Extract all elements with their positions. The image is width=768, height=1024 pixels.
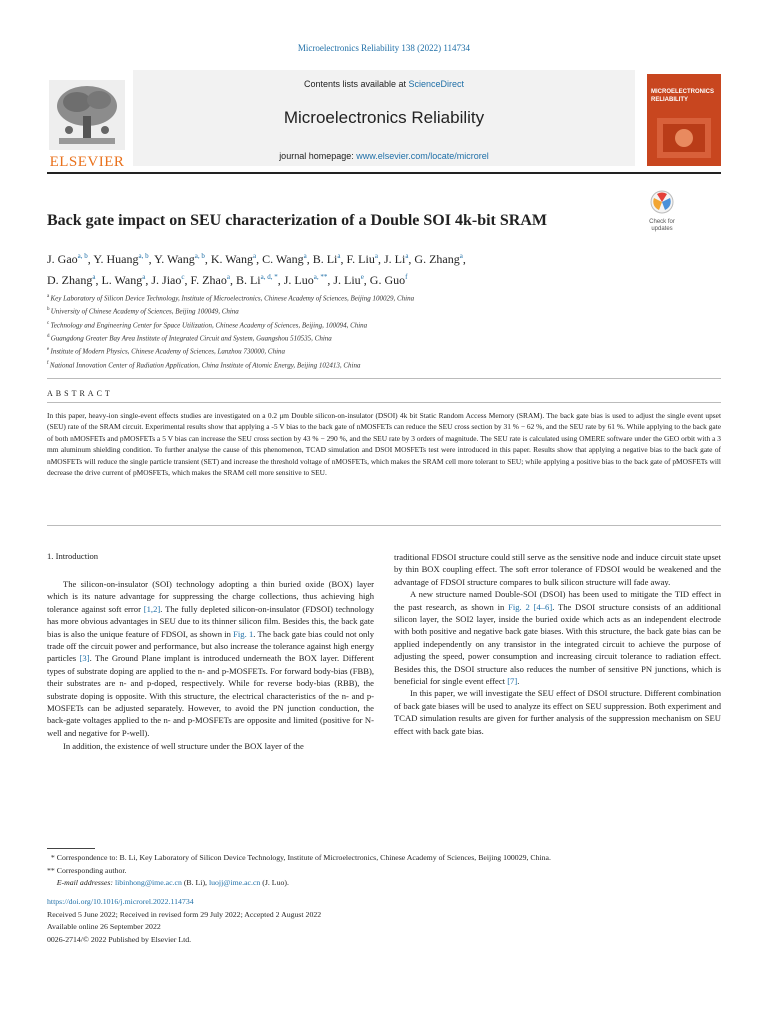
check-updates-icon [650, 190, 674, 214]
author[interactable]: F. Zhao$^a$ [190, 273, 230, 287]
author-line-1: J. Gao$^{a, b}$, Y. Huang$^{a, b}$, Y. Wang$^{a, b}$, K. Wang$^a$, C. Wang$^a$, B. Li$^a$, F. Liu$^a$, J. Li$^a$, G. Zhang$^a$, [47, 252, 466, 266]
email-link[interactable]: libinhong@ime.ac.cn [114, 878, 182, 888]
abstract-heading: ABSTRACT [47, 389, 113, 398]
journal-header-box [133, 70, 635, 166]
sciencedirect-link[interactable]: ScienceDirect [408, 79, 465, 89]
author[interactable]: B. Li$^a$ [312, 252, 341, 266]
author-affiliation-marker[interactable]: a [337, 252, 341, 260]
affiliations [47, 291, 721, 371]
doi-link[interactable]: https://doi.org/10.1016/j.microrel.2022.114734 [47, 897, 194, 906]
author[interactable]: L. Wang$^a$ [101, 273, 146, 287]
ref-link[interactable]: [3] [79, 653, 90, 664]
affiliation: $^a$ Key Laboratory of Silicon Device Technology, Institute of Microelectronics, Chinese Academy of Sciences, Beijing 100029, China [47, 294, 415, 303]
author[interactable]: J. Li$^a$ [383, 252, 409, 266]
author[interactable]: J. Liu$^e$ [333, 273, 364, 287]
check-updates-label: Check for updates [649, 219, 675, 232]
check-for-updates-badge[interactable] [645, 190, 679, 230]
abstract-heading-rule [47, 402, 721, 403]
author-affiliation-marker[interactable]: a [459, 252, 463, 260]
author[interactable]: C. Wang$^a$ [262, 252, 307, 266]
footnote-corresponding-author: ** Corresponding author. [47, 865, 127, 875]
affiliation: $^d$ Guangdong Greater Bay Area Institute of Integrated Circuit and System, Guangshou 510535, China [47, 333, 332, 343]
intro-paragraph-2-cont: traditional FDSOI structure could still serve as the sensitive node and induce circuit state upset by thin BOX coupling effect. The soft error tolerance of FDSOI would be weakened and the advantage of FDSOI structure compares to bulk silicon structure will fade away. [394, 552, 721, 587]
received-dates: Received 5 June 2022; Received in revised form 29 July 2022; Accepted 2 August 2022 [47, 909, 322, 919]
author-affiliation-marker[interactable]: e [360, 273, 364, 281]
affiliation: $^f$ National Innovation Center of Radiation Application, China Institute of Atomic Energy, Beijing 102413, China [47, 360, 361, 369]
homepage-link[interactable]: www.elsevier.com/locate/microrel [356, 151, 489, 161]
ref-link[interactable]: [1,2] [143, 603, 161, 614]
author-affiliation-marker[interactable]: a, b [194, 252, 205, 260]
footnote-correspondence: * Correspondence to: B. Li, Key Laboratory of Silicon Device Technology, Institute of Microelectronics, Chinese Academy of Sciences, Beijing 100029, China. [47, 853, 551, 862]
author-affiliation-marker[interactable]: a [252, 252, 257, 260]
right-column [394, 551, 721, 737]
journal-reference[interactable]: Microelectronics Reliability 138 (2022) 114734 [297, 43, 471, 53]
paper-title: Back gate impact on SEU characterization of a Double SOI 4k-bit SRAM [47, 212, 547, 229]
section-heading-introduction: 1. Introduction [47, 551, 99, 561]
figure-link[interactable]: Fig. 2 [508, 601, 530, 612]
author-affiliation-marker[interactable]: a, d, * [260, 273, 278, 281]
author-affiliation-marker[interactable]: f [405, 273, 408, 281]
author-affiliation-marker[interactable]: a [405, 252, 409, 260]
affiliation: $^e$ Institute of Modern Physics, Chinese Academy of Sciences, Lanzhou 730000, China [47, 347, 286, 356]
author[interactable]: Y. Huang$^{a, b}$ [93, 252, 149, 266]
author-affiliation-marker[interactable]: a, b [138, 252, 149, 260]
intro-paragraph-1: The silicon-on-insulator (SOI) technology adopting a thin buried oxide (BOX) layer which is its nature advantage for suppressing the charge collections, thus achieving high tolerance against soft error [1,2]. The fully depleted silicon-on-insulator (FDSOI) technology has more obvious advantages in SEU due to its thinner silicon film. Besides this, the back gate bias is also the unique feature of FDSOI, as shown in Fig. 1. The back gate bias could not only trade off the circuit power and performance, but also increase the tolerance against high energy particles [3]. The Ground Plane implant is introduced underneath the BOX layer. Different types of substrate doping are applied to the n- and p-MOSFETs. For forward body-bias (FBB), their substrates are n- and p-doped, respectively. While for reverse body-bias (RBB), the substrate doping is opposite. With this structure, the electrical characteristics of the n- and p-MOSFETs can be adjusted separately. However, to avoid the PN junction conduction, the back-gate voltages applied to the n- and p-MOSFETs are opposite and limited (positive for N-well and negative for P-well). [47, 579, 375, 738]
author[interactable]: G. Guo$^f$ [369, 273, 408, 287]
author-affiliation-marker[interactable]: c [181, 273, 185, 281]
article-info [47, 896, 721, 946]
author[interactable]: G. Zhang$^a$ [414, 252, 463, 266]
ref-link[interactable]: [4–6] [533, 601, 553, 612]
author[interactable]: J. Jiao$^c$ [151, 273, 185, 287]
author-affiliation-marker[interactable]: a, b [77, 252, 88, 260]
author[interactable]: B. $Li^{a, d, *}$ [235, 273, 278, 287]
contents-line: Contents lists available at ScienceDirect [303, 79, 465, 89]
journal-title: Microelectronics Reliability [283, 108, 485, 127]
email-link[interactable]: luojj@ime.ac.cn [208, 878, 261, 888]
abstract-text: In this paper, heavy-ion single-event effects studies are investigated on a 0.2 μm Double silicon-on-insulator (DSOI) 4k bit Static Random Access Memory (SRAM). The back gate bias is used to adjust the single event upset (SEU) rate of the SRAM circuit. Experimental results show that applying a -5 V bias to the back gate of nMOSFETs can reduce the SEU cross section by 31 % − 62 %, and the SEU rate by 61 %. While applying to the back gate of both nMOSFETs and pMOSFETs a 5 V bias can increase the SEU cross section by 43 % − 290 %, and the SEU rate by 3 orders of magnitude. The SEU rate is calculated using OMERE software under the GEO orbit with a 3 mm aluminum shielding condition. To further analyse the cause of this phenomenon, TCAD simulation and DSOI MOSFETs test were introduced in this paper. Results show that applying a negative bias to the back gate of nMOSFETs will reduce the single particle transient (SET) and increase the threshold voltage of nMOSFETs, which makes the SRAM cell more tolerant to SEU; while applying a positive bias to the back gate of pMOSFETs will decrease the drive current of pMOSFETs, which makes the SRAM cell more sensitive to SEU. [47, 411, 721, 478]
author-list [47, 247, 647, 289]
cover-title: MICROELECTRONICS RELIABILITY [651, 89, 714, 103]
author[interactable]: F. Liu$^a$ [346, 252, 378, 266]
available-online: Available online 26 September 2022 [47, 922, 161, 932]
affiliation: $^b$ University of Chinese Academy of Sciences, Beijing 100049, China [47, 307, 239, 316]
affiliation: $^c$ Technology and Engineering Center for Space Utilization, Chinese Academy of Sciences, Beijing, 100094, China [47, 320, 368, 329]
author-line-2: D. Zhang$^a$, L. Wang$^a$, J. Jiao$^c$, F. Zhao$^a$, B. $Li^{a, d, *}$, J. Luo$^{a, **}$, J. Liu$^e$, G. Guo$^f$ [47, 273, 408, 287]
footnotes [47, 852, 721, 890]
footnote-emails: E-mail addresses: libinhong@ime.ac.cn (B. Li), luojj@ime.ac.cn (J. Luo). [56, 878, 289, 888]
intro-paragraph-4: In this paper, we will investigate the SEU effect of DSOI structure. Different combination of back gate biases will be used to analyze its effect on SEU suppression. Both experiment and TCAD simulation results are given for further analysis of the suppression mechanism on SEU effect with back gate bias. [394, 688, 721, 736]
footnote-rule [47, 848, 95, 849]
masthead [47, 70, 721, 170]
publisher-name: ELSEVIER [49, 154, 125, 170]
author[interactable]: Y. Wang$^{a, b}$ [154, 252, 205, 266]
author[interactable]: J. Luo$^{a, **}$ [283, 273, 328, 287]
author-affiliation-marker[interactable]: a [303, 252, 307, 260]
intro-paragraph-3: A new structure named Double-SOI (DSOI) has been used to mitigate the TID effect in the past research, as shown in Fig. 2 [4–6]. The DSOI structure consists of an additional silicon layer, the SOI2 layer, inside the buried oxide which acts as an independent electrode with both positive and negative back gate biases. With this structure, the back gate bias can be applied independently on any transistor in the integrated circuit to achieve the purpose of adjusting the speed, power consumption and increasing circuit tolerance to radiation effect. Besides this, the DSOI structure also reduces the number of sensitive PN junctions, which is beneficial for single event effect [7]. [394, 589, 721, 687]
author-affiliation-marker[interactable]: a [374, 252, 378, 260]
copyright: 0026-2714/© 2022 Published by Elsevier Ltd. [47, 934, 192, 944]
cover-graphic-icon [657, 118, 711, 158]
elsevier-logo [47, 76, 127, 170]
author[interactable]: D. Zhang$^a$ [47, 273, 96, 287]
author[interactable]: K. Wang$^a$ [210, 252, 257, 266]
homepage-line: journal homepage: www.elsevier.com/locate/microrel [279, 151, 489, 161]
abstract-top-rule [47, 378, 721, 379]
intro-paragraph-2: In addition, the existence of well structure under the BOX layer of the [63, 741, 304, 752]
left-column [47, 578, 374, 753]
author-affiliation-marker[interactable]: a [92, 273, 96, 281]
elsevier-tree-icon [49, 80, 125, 150]
author-affiliation-marker[interactable]: a [142, 273, 146, 281]
figure-link[interactable]: Fig. 1 [233, 628, 254, 639]
author-affiliation-marker[interactable]: a [226, 273, 230, 281]
ref-link[interactable]: [7] [507, 676, 518, 687]
author[interactable]: J. Gao$^{a, b}$ [47, 252, 88, 266]
abstract-bottom-rule [47, 525, 721, 526]
journal-cover[interactable] [647, 74, 721, 166]
author-affiliation-marker[interactable]: a, ** [313, 273, 328, 281]
header-rule [47, 172, 721, 174]
